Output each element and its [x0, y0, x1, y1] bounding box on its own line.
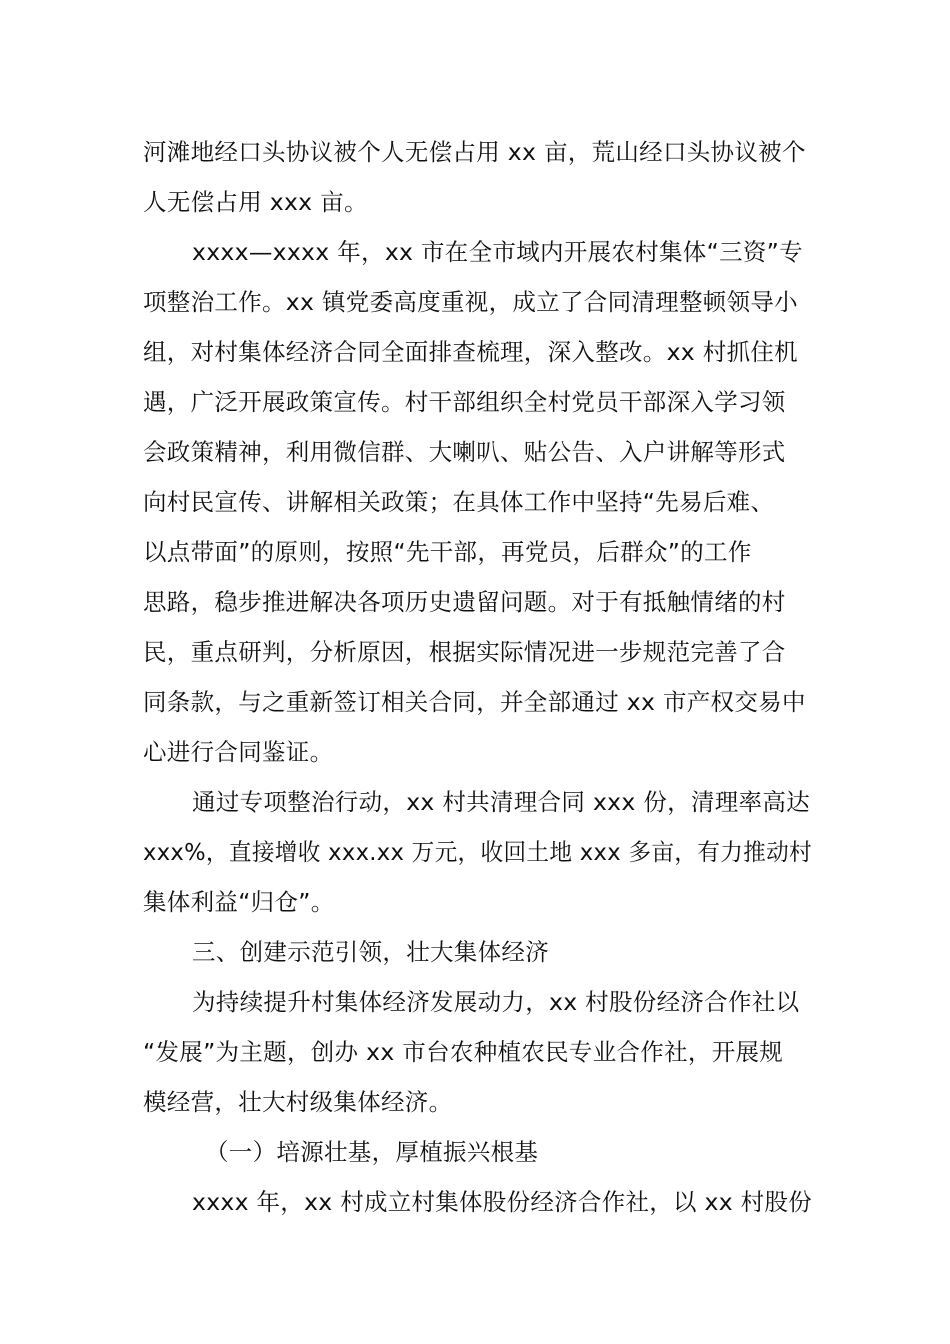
text-line: 会政策精神，利用微信群、大喇叭、贴公告、入户讲解等形式: [143, 438, 786, 466]
text-line: 项整治工作。xx 镇党委高度重视，成立了合同清理整顿领导小: [143, 288, 798, 316]
paragraph-start-line: 为持续提升村集体经济发展动力，xx 村股份经济合作社以: [192, 988, 800, 1016]
text-line: 组，对村集体经济合同全面排查梳理，深入整改。xx 村抓住机: [143, 338, 798, 366]
section-heading: 三、创建示范引领，壮大集体经济: [192, 938, 549, 966]
text-line: 心进行合同鉴证。: [143, 738, 334, 766]
text-line: 遇，广泛开展政策宣传。村干部组织全村党员干部深入学习领: [143, 388, 786, 416]
text-line: 模经营，壮大村级集体经济。: [143, 1088, 453, 1116]
paragraph-start-line: 通过专项整治行动，xx 村共清理合同 xxx 份，清理率高达: [192, 788, 810, 816]
text-line: 以点带面”的原则，按照“先干部，再党员，后群众”的工作: [143, 538, 752, 566]
subsection-heading: （一）培源壮基，厚植振兴根基: [205, 1138, 539, 1166]
text-line: 民，重点研判，分析原因，根据实际情况进一步规范完善了合: [143, 638, 786, 666]
text-line: 人无偿占用 xxx 亩。: [143, 188, 368, 216]
text-line: xxx%，直接增收 xxx.xx 万元，收回土地 xxx 多亩，有力推动村: [143, 838, 812, 866]
text-line: 河滩地经口头协议被个人无偿占用 xx 亩，荒山经口头协议被个: [143, 138, 806, 166]
paragraph-start-line: xxxx—xxxx 年，xx 市在全市域内开展农村集体“三资”专: [192, 238, 803, 266]
paragraph-start-line: xxxx 年，xx 村成立村集体股份经济合作社，以 xx 村股份: [192, 1188, 813, 1216]
text-line: 同条款，与之重新签订相关合同，并全部通过 xx 市产权交易中: [143, 688, 806, 716]
text-line: 集体利益“归仓”。: [143, 888, 335, 916]
text-line: “发展”为主题，创办 xx 市台农种植农民专业合作社，开展规: [143, 1038, 784, 1066]
text-line: 向村民宣传、讲解相关政策；在具体工作中坚持“先易后难、: [143, 488, 775, 516]
text-line: 思路，稳步推进解决各项历史遗留问题。对于有抵触情绪的村: [143, 588, 786, 616]
